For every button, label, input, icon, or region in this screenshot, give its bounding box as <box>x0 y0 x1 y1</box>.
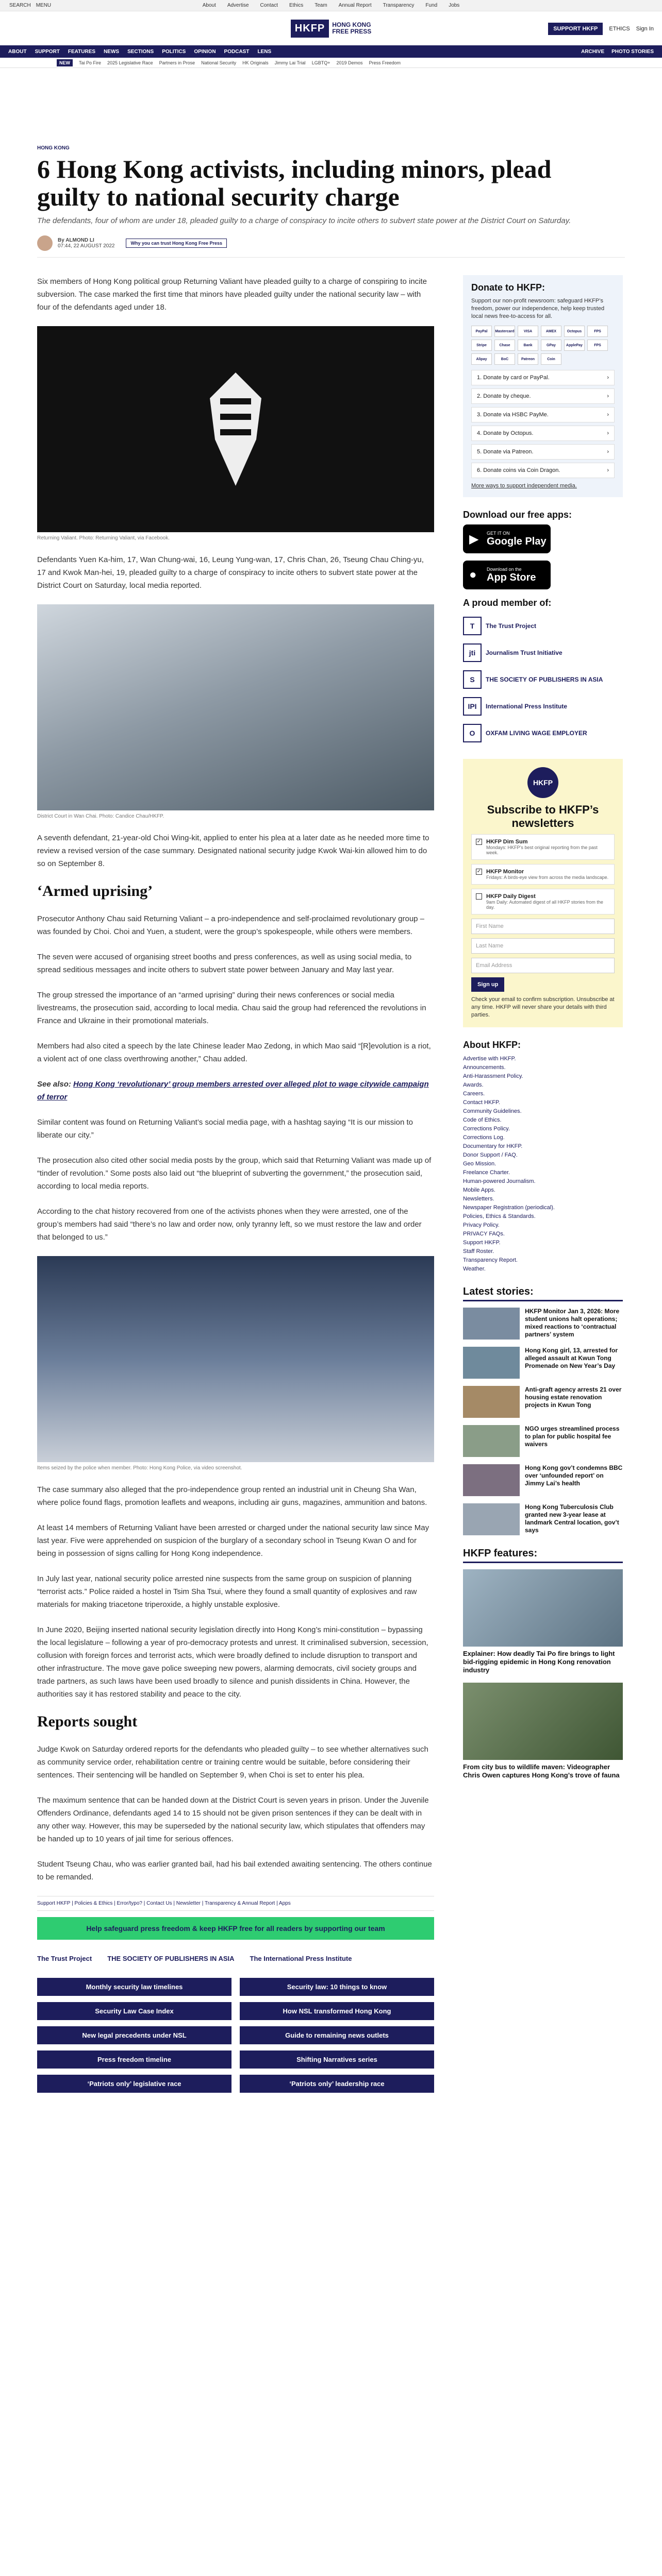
story-item[interactable]: Anti-graft agency arrests 21 over housing estate renovation projects in Kwun Tong <box>463 1386 623 1418</box>
donate-option[interactable]: 6. Donate coins via Coin Dragon. › <box>471 463 615 478</box>
payment-icon[interactable]: BoC <box>494 353 515 365</box>
story-item[interactable]: NGO urges streamlined process to plan for public hospital fee waivers <box>463 1425 623 1457</box>
ethics-link[interactable]: ETHICS <box>609 26 630 32</box>
payment-icon[interactable]: FPS <box>587 326 608 337</box>
chevron-right-icon: › <box>607 467 609 473</box>
partner-logos <box>37 1948 434 1969</box>
top-utility-bar <box>0 0 662 11</box>
donate-title: Donate to HKFP: <box>471 282 545 293</box>
feature-title[interactable]: Explainer: How deadly Tai Po fire brings to light bid-rigging epidemic in Hong Kong renovation industry <box>463 1650 615 1674</box>
about-link[interactable]: Support HKFP. <box>463 1240 501 1246</box>
email-input[interactable]: Email Address <box>471 958 615 973</box>
payment-icon[interactable]: GPay <box>541 340 561 351</box>
topbar-link[interactable]: Advertise <box>227 3 249 8</box>
nav-item[interactable]: NEWS <box>104 48 120 55</box>
paragraph: Similar content was found on Returning Valiant’s social media page, with a hashtag saying “It is our mission to liberate our city.” <box>37 1118 413 1140</box>
payment-icon[interactable]: Stripe <box>471 340 492 351</box>
image-caption: Items seized by the police when member. Photo: Hong Kong Police, via video screenshot. <box>37 1465 242 1471</box>
topbar-link[interactable]: Fund <box>425 3 438 8</box>
timeline-button[interactable]: Press freedom timeline <box>37 2050 231 2069</box>
menu-link[interactable]: MENU <box>36 3 52 8</box>
story-thumbnail <box>463 1347 520 1379</box>
paragraph: Members had also cited a speech by the late Chinese leader Mao Zedong, in which Mao said “[R]evolution is a riot, a violent act of one class overthrowing another,” Chau added. <box>37 1042 431 1063</box>
publish-date: 07:44, 22 AUGUST 2022 <box>58 243 115 249</box>
paragraph: At least 14 members of Returning Valiant have been arrested or charged under the national security law since May last year. Five were apprehended on suspicion of the burglary of a secondary school in Tseung Kwan O and for being in possession of signs calling for Hong Kong independence. <box>37 1523 429 1558</box>
trending-link[interactable]: LGBTQ+ <box>311 60 330 65</box>
about-link[interactable]: Policies, Ethics & Standards. <box>463 1213 536 1219</box>
last-name-input[interactable]: Last Name <box>471 938 615 954</box>
about-link[interactable]: Awards. <box>463 1082 484 1088</box>
paragraph: According to the chat history recovered from one of the activists phones when they were arrested, one of the group’s members had said “there’s no law and order now, only tyranny left, so we must restore the law and order that belonged to us.” <box>37 1207 422 1242</box>
paragraph: The prosecution also cited other social media posts by the group, which said that Returning Valiant was made up of “tinder of revolution.” Some posts also laid out “the blueprint of subverting the government,” the prosecution said, according to local media reports. <box>37 1156 432 1191</box>
donate-option[interactable]: 5. Donate via Patreon. › <box>471 444 615 460</box>
newsletter-option[interactable]: ✓ HKFP Monitor Fridays: A birds-eye view from across the media landscape. <box>471 864 615 885</box>
about-link[interactable]: Corrections Policy. <box>463 1126 510 1132</box>
partner-logo[interactable]: The International Press Institute <box>250 1954 352 1962</box>
section-heading: ‘Armed uprising’ <box>37 883 153 900</box>
story-item[interactable]: Hong Kong girl, 13, arrested for alleged assault at Kwun Tong Promenade on New Year’s Day <box>463 1347 623 1379</box>
about-link[interactable]: Documentary for HKFP. <box>463 1143 523 1149</box>
nav-item[interactable]: PHOTO STORIES <box>611 48 654 55</box>
latest-title: Latest stories: <box>463 1286 623 1301</box>
nav-item[interactable]: OPINION <box>194 48 216 55</box>
feature-image[interactable] <box>463 1569 623 1647</box>
about-link[interactable]: Privacy Policy. <box>463 1222 500 1228</box>
payment-icon[interactable]: ApplePay <box>564 340 585 351</box>
see-also-link[interactable]: Hong Kong ‘revolutionary’ group members arrested over alleged plot to wage citywide campaign of terror <box>37 1080 429 1101</box>
about-title: About HKFP: <box>463 1040 521 1050</box>
byline <box>37 235 625 258</box>
about-list <box>463 1055 623 1274</box>
about-link[interactable]: Human-powered Journalism. <box>463 1178 536 1184</box>
nav-item[interactable]: ABOUT <box>8 48 27 55</box>
support-promo[interactable]: Help safeguard press freedom & keep HKFP free for all readers by supporting our team <box>37 1917 434 1940</box>
checkbox-checked-icon[interactable]: ✓ <box>476 839 482 844</box>
paragraph: The maximum sentence that can be handed down at the District Court is seven years in prison. Under the Juvenile Offenders Ordinance, defendants aged 14 to 15 should not be given prison sentences if they can be dealt with in any other way. However, this may be superseded by the national security law, which stipulates that offenders may be handed up to 10 years of jail time for serious offences. <box>37 1796 429 1843</box>
timeline-button[interactable]: Guide to remaining news outlets <box>240 2026 434 2044</box>
about-link[interactable]: Staff Roster. <box>463 1248 494 1255</box>
member-logo[interactable]: IPI International Press Institute <box>463 693 623 720</box>
member-logo[interactable]: T The Trust Project <box>463 613 623 639</box>
topbar-link[interactable]: Ethics <box>289 3 304 8</box>
about-link[interactable]: Careers. <box>463 1091 485 1097</box>
story-item[interactable]: HKFP Monitor Jan 3, 2026: More student unions halt operations; mixed reactions to ‘contractual partners’ system <box>463 1308 623 1340</box>
article-footer-links[interactable]: Support HKFP | Policies & Ethics | Error/typo? | Contact Us | Newsletter | Transparency & Annual Report | Apps <box>37 1896 434 1911</box>
about-link[interactable]: Freelance Charter. <box>463 1170 510 1176</box>
payment-icon[interactable]: PayPal <box>471 326 492 337</box>
payment-icon[interactable]: Patreon <box>518 353 538 365</box>
donate-option[interactable]: 4. Donate by Octopus. › <box>471 426 615 441</box>
member-logo[interactable]: O OXFAM LIVING WAGE EMPLOYER <box>463 720 623 747</box>
paragraph: Prosecutor Anthony Chau said Returning Valiant – a pro-independence and self-proclaimed revolutionary group – was founded by Choi. Choi and Yuen, a student, were the group’s spokespeople, while others were members. <box>37 914 425 936</box>
story-thumbnail <box>463 1503 520 1535</box>
first-name-input[interactable]: First Name <box>471 919 615 934</box>
paragraph: The group stressed the importance of an “armed uprising” during their news conferences or social media livestreams, the prosecution said, according to local media. Chau said the group had referenced the revolutions in France and Ukraine in their promotional materials. <box>37 991 426 1025</box>
article-lede: The defendants, four of whom are under 18, pleaded guilty to a charge of conspiracy to incite others to subvert state power at the District Court on Saturday. <box>37 216 571 225</box>
search-link[interactable]: SEARCH <box>9 3 31 8</box>
newsletter-option[interactable]: ✓ HKFP Dim Sum Mondays: HKFP’s best original reporting from the past week. <box>471 834 615 860</box>
trending-link[interactable]: 2025 Legislative Race <box>107 60 153 65</box>
partner-logo[interactable]: The Trust Project <box>37 1954 92 1962</box>
image-caption: District Court in Wan Chai. Photo: Candice Chau/HKFP. <box>37 814 164 819</box>
about-link[interactable]: Code of Ethics. <box>463 1117 502 1123</box>
donate-text: Support our non-profit newsroom: safeguard HKFP’s freedom, power our independence, help keep trusted local news free-to-access for all. <box>471 298 605 319</box>
paragraph: In July last year, national security police arrested nine suspects from the same group on suspicion of planning “terrorist acts.” Police raided a hostel in Tsim Sha Tsui, where they found a small quantity of explosives and raw materials for making triacetone triperoxide, a highly unstable explosive. <box>37 1574 417 1609</box>
about-link[interactable]: Donor Support / FAQ. <box>463 1152 518 1158</box>
member-title: A proud member of: <box>463 598 552 608</box>
about-link[interactable]: Transparency Report. <box>463 1257 518 1263</box>
nav-item[interactable]: LENS <box>257 48 272 55</box>
returning-valiant-logo-image <box>37 326 434 532</box>
topbar-link[interactable]: Annual Report <box>338 3 372 8</box>
article-body <box>37 275 434 2093</box>
hkfp-logo-icon: HKFP <box>527 767 558 798</box>
timeline-button[interactable]: Security Law Case Index <box>37 2002 231 2020</box>
nav-item[interactable]: PODCAST <box>224 48 250 55</box>
timeline-button[interactable]: How NSL transformed Hong Kong <box>240 2002 434 2020</box>
about-link[interactable]: Announcements. <box>463 1064 506 1071</box>
about-link[interactable]: Corrections Log. <box>463 1134 505 1141</box>
login-link[interactable]: Sign In <box>636 26 654 32</box>
chevron-right-icon: › <box>607 393 609 399</box>
chevron-right-icon: › <box>607 375 609 381</box>
site-logo[interactable]: HKFP HONG KONG FREE PRESS <box>291 20 371 38</box>
checkbox-checked-icon[interactable]: ✓ <box>476 869 482 874</box>
trending-link[interactable]: National Security <box>201 60 237 65</box>
timeline-button[interactable]: New legal precedents under NSL <box>37 2026 231 2044</box>
app-store-button[interactable]: ● Download on the App Store <box>463 561 551 589</box>
about-link[interactable]: Geo Mission. <box>463 1161 496 1167</box>
about-link[interactable]: Anti-Harassment Policy. <box>463 1073 523 1079</box>
topbar-link[interactable]: Contact <box>260 3 278 8</box>
topbar-link[interactable]: Transparency <box>383 3 415 8</box>
story-thumbnail <box>463 1425 520 1457</box>
feature-title[interactable]: From city bus to wildlife maven: Videographer Chris Owen captures Hong Kong’s trove of fauna <box>463 1763 620 1779</box>
chevron-right-icon: › <box>607 449 609 455</box>
sidebar <box>463 275 623 2093</box>
paragraph: Judge Kwok on Saturday ordered reports for the defendants who pleaded guilty – to see whether alternatives such as community service order, rehabilitation centre or training centre would be suitable, before considering their sentences. Their sentencing will be handled on September 9, when Choi is set to enter his plea. <box>37 1745 428 1780</box>
story-thumbnail <box>463 1386 520 1418</box>
payment-icon[interactable]: Bank <box>518 340 538 351</box>
main-nav <box>0 45 662 58</box>
checkbox-icon[interactable] <box>476 893 482 900</box>
signup-button[interactable]: Sign up <box>471 977 504 992</box>
author-name[interactable]: By ALMOND LI <box>58 238 94 243</box>
timeline-buttons <box>37 1978 434 2093</box>
trending-link[interactable]: Tai Po Fire <box>79 60 102 65</box>
apps-title: Download our free apps: <box>463 510 572 520</box>
trending-link[interactable]: Jimmy Lai Trial <box>274 60 306 65</box>
about-link[interactable]: PRIVACY FAQs. <box>463 1231 505 1237</box>
payment-icon[interactable]: FPS <box>587 340 608 351</box>
payment-icon[interactable]: AMEX <box>541 326 561 337</box>
ipi-icon: IPI <box>463 697 482 716</box>
chevron-right-icon: › <box>607 430 609 436</box>
topbar-link[interactable]: About <box>202 3 216 8</box>
about-link[interactable]: Mobile Apps. <box>463 1187 495 1193</box>
payment-icons <box>471 326 615 365</box>
nav-item[interactable]: SECTIONS <box>127 48 154 55</box>
section-heading: Reports sought <box>37 1713 138 1730</box>
oxfam-icon: O <box>463 724 482 742</box>
donate-option[interactable]: 3. Donate via HSBC PayMe. › <box>471 407 615 422</box>
paragraph: The seven were accused of organising street booths and press conferences, as well as using social media, to spread seditious messages and incite others to subvert state power between January and May last year. <box>37 953 412 974</box>
about-link[interactable]: Newsletters. <box>463 1196 494 1202</box>
newsletter-note: Check your email to confirm subscription. Unsubscribe at any time. HKFP will never share your details with third parties. <box>471 996 615 1018</box>
feature-image[interactable] <box>463 1683 623 1760</box>
trending-link[interactable]: 2019 Demos <box>336 60 363 65</box>
payment-icon[interactable]: Mastercard <box>494 326 515 337</box>
member-logo[interactable]: S THE SOCIETY OF PUBLISHERS IN ASIA <box>463 666 623 693</box>
trust-project-icon: T <box>463 617 482 635</box>
author-avatar <box>37 235 53 251</box>
newsletter-title: Subscribe to HKFP’s newsletters <box>487 803 599 829</box>
apple-icon: ● <box>469 568 477 582</box>
seized-items-image <box>37 1256 434 1462</box>
trending-link[interactable]: HK Originals <box>242 60 269 65</box>
timeline-button[interactable]: Security law: 10 things to know <box>240 1978 434 1996</box>
member-logo[interactable]: jti Journalism Trust Initiative <box>463 639 623 666</box>
trust-badge[interactable]: Why you can trust Hong Kong Free Press <box>126 239 227 248</box>
chevron-right-icon: › <box>607 412 609 418</box>
payment-icon[interactable]: Coin <box>541 353 561 365</box>
trending-link[interactable]: Press Freedom <box>369 60 401 65</box>
ad-space <box>0 68 662 145</box>
story-thumbnail <box>463 1464 520 1496</box>
nav-item[interactable]: POLITICS <box>162 48 186 55</box>
support-button[interactable]: SUPPORT HKFP <box>548 23 603 35</box>
site-header <box>0 11 662 45</box>
play-icon: ▶ <box>469 532 479 546</box>
more-ways-link[interactable]: More ways to support independent media. <box>471 483 577 489</box>
timeline-button[interactable]: Shifting Narratives series <box>240 2050 434 2069</box>
google-play-button[interactable]: ▶ GET IT ON Google Play <box>463 524 551 553</box>
payment-icon[interactable]: Alipay <box>471 353 492 365</box>
payment-icon[interactable]: Octopus <box>564 326 585 337</box>
newsletter-box <box>463 759 623 1027</box>
paragraph: The case summary also alleged that the pro-independence group rented an industrial unit in Cheung Sha Wan, where police found flags, promotion leaflets and weapons, including air guns, magazines, ammunition and batons. <box>37 1485 427 1507</box>
story-thumbnail <box>463 1308 520 1340</box>
timeline-button[interactable]: Monthly security law timelines <box>37 1978 231 1996</box>
newsletter-option[interactable]: HKFP Daily Digest 9am Daily: Automated digest of all HKFP stories from the day. <box>471 889 615 914</box>
about-link[interactable]: Contact HKFP. <box>463 1099 500 1106</box>
payment-icon[interactable]: VISA <box>518 326 538 337</box>
jti-icon: jti <box>463 643 482 662</box>
partner-logo[interactable]: THE SOCIETY OF PUBLISHERS IN ASIA <box>107 1954 235 1962</box>
paragraph: Defendants Yuen Ka-him, 17, Wan Chung-wai, 16, Leung Yung-wan, 17, Chris Chan, 26, Tseung Chau Ching-yu, 17 and Kwok Man-hei, 19, pleaded guilty to a charge of conspiracy to incite others to subvert state power at the District Court on Saturday, local media reported. <box>37 555 424 590</box>
paragraph: Six members of Hong Kong political group Returning Valiant have pleaded guilty to a charge of conspiring to incite subversion. The case marked the first time that minors have pleaded guilty under the national security law – with four of the defendants aged under 18. <box>37 277 427 312</box>
donate-option[interactable]: 1. Donate by card or PayPal. › <box>471 370 615 385</box>
timeline-button[interactable]: ‘Patriots only’ leadership race <box>240 2075 434 2093</box>
nav-item[interactable]: FEATURES <box>68 48 96 55</box>
image-caption: Returning Valiant. Photo: Returning Valiant, via Facebook. <box>37 535 170 541</box>
timeline-button[interactable]: ‘Patriots only’ legislative race <box>37 2075 231 2093</box>
features-title: HKFP features: <box>463 1548 623 1563</box>
category-label[interactable]: HONG KONG <box>37 145 70 151</box>
about-link[interactable]: Advertise with HKFP. <box>463 1056 516 1062</box>
about-link[interactable]: Newspaper Registration (periodical). <box>463 1205 555 1211</box>
paragraph: A seventh defendant, 21-year-old Choi Wing-kit, applied to enter his plea at a later date as he needed more time to review a revised version of the case summary. Designated national security judge Kwok Wai-kin allowed him to do so on September 8. <box>37 834 429 868</box>
topbar-link[interactable]: Team <box>315 3 327 8</box>
district-court-image <box>37 604 434 810</box>
nav-item[interactable]: SUPPORT <box>35 48 60 55</box>
paragraph: Student Tseung Chau, who was earlier granted bail, had his bail extended awaiting sentencing. The others continue to be remanded. <box>37 1860 432 1882</box>
paragraph: In June 2020, Beijing inserted national security legislation directly into Hong Kong’s mini-constitution – bypassing the local legislature – following a year of pro-democracy protests and unrest. It criminalised subversion, secession, collusion with foreign forces and terrorist acts, which were broadly defined to include disruption to transport and other infrastructure. The move gave police sweeping new powers, alarming democrats, civil society groups and trade partners, as such laws have been used broadly to silence and punish dissidents in China. However, the authorities say it has restored stability and peace to the city. <box>37 1625 428 1699</box>
nav-item[interactable]: ARCHIVE <box>581 48 605 55</box>
sopa-icon: S <box>463 670 482 689</box>
story-item[interactable]: Hong Kong gov’t condemns BBC over ‘unfounded report’ on Jimmy Lai’s health <box>463 1464 623 1496</box>
new-badge: NEW <box>57 59 73 66</box>
article-title: 6 Hong Kong activists, including minors, plead guilty to national security charge <box>37 155 552 211</box>
about-link[interactable]: Community Guidelines. <box>463 1108 522 1114</box>
topbar-link[interactable]: Jobs <box>449 3 460 8</box>
trending-bar <box>0 58 662 68</box>
payment-icon[interactable]: Chase <box>494 340 515 351</box>
donate-box <box>463 275 623 497</box>
donate-option[interactable]: 2. Donate by cheque. › <box>471 388 615 404</box>
story-item[interactable]: Hong Kong Tuberculosis Club granted new 3-year lease at landmark Central location, gov’t says <box>463 1503 623 1535</box>
trending-link[interactable]: Partners in Prose <box>159 60 195 65</box>
see-also: See also: Hong Kong ‘revolutionary’ group members arrested over alleged plot to wage citywide campaign of terror <box>37 1080 429 1101</box>
about-link[interactable]: Weather. <box>463 1266 486 1272</box>
